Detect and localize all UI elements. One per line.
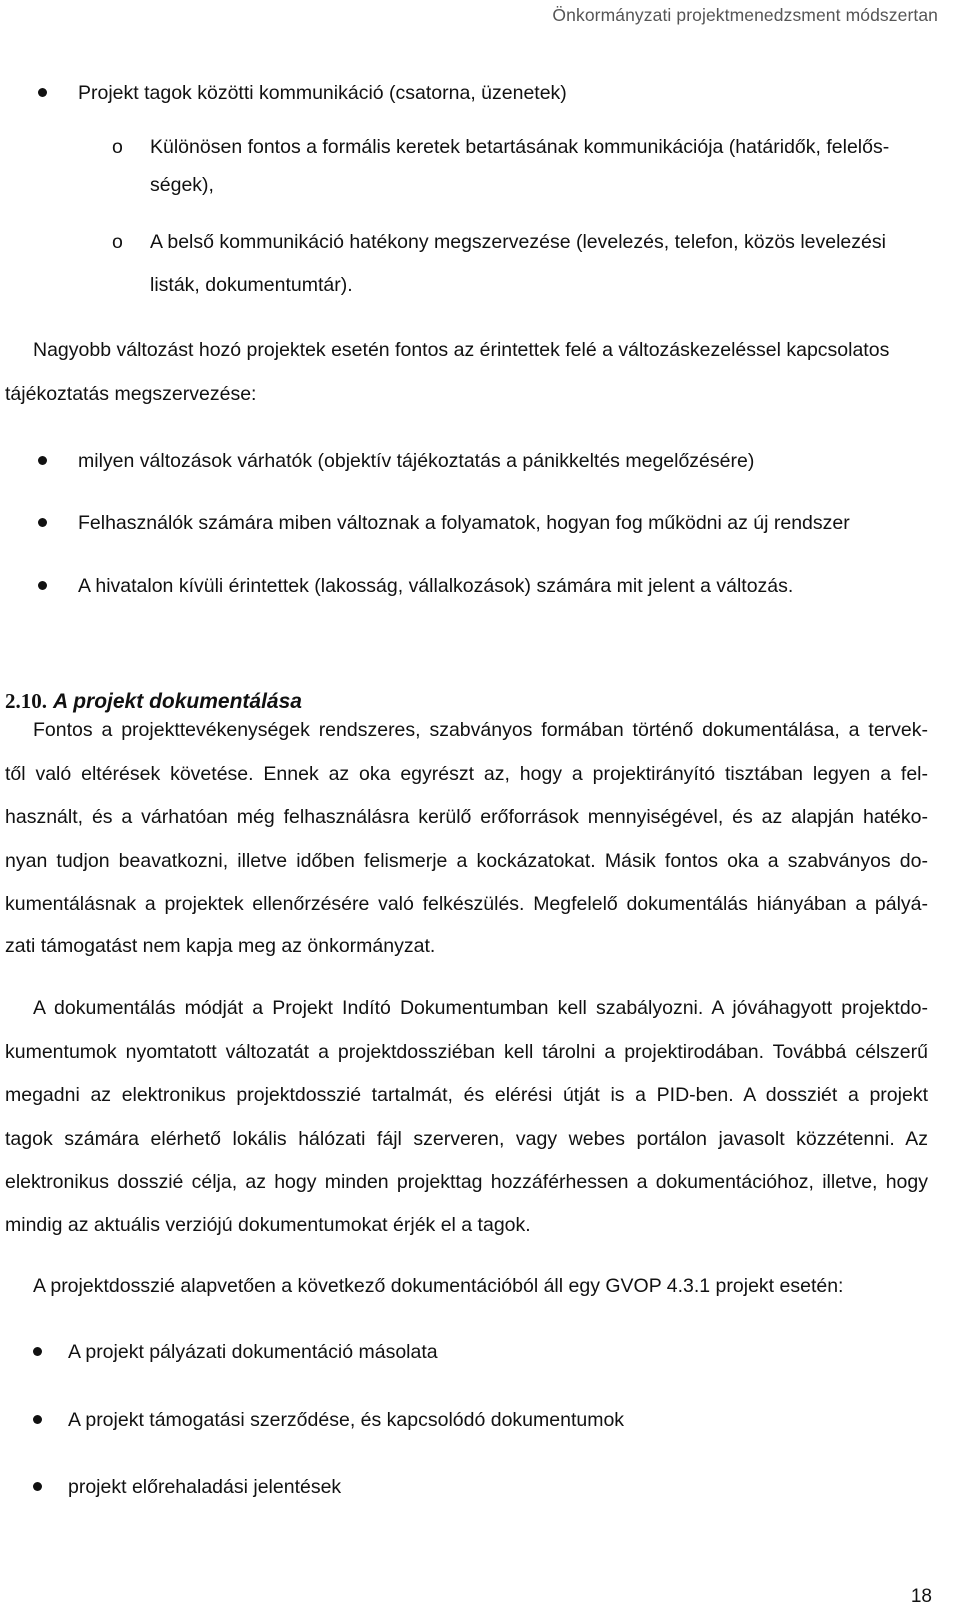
paragraph-line: zati támogatást nem kapja meg az önkormányzat. [5,935,436,957]
list-item: A projekt támogatási szerződése, és kapcsolódó dokumentumok [68,1409,625,1431]
circle-bullet-icon: o [112,136,123,158]
section-heading [5,688,302,715]
page-number: 18 [910,1586,932,1607]
list-item: Projekt tagok közötti kommunikáció (csatorna, üzenetek) [78,82,567,104]
list-item: A hivatalon kívüli érintettek (lakosság, vállalkozások) számára mit jelent a változás. [78,575,794,597]
section-title: A projekt dokumentálása [53,690,302,713]
sub-list-item-continuation: ségek), [150,174,214,196]
paragraph-line: elektronikus dosszié célja, az hogy minden projekttag hozzáférhessen a dokumentációhoz, illetve, hogy [5,1171,928,1193]
list-item: A projekt pályázati dokumentáció másolata [68,1341,438,1363]
sub-list-item: A belső kommunikáció hatékony megszervezése (levelezés, telefon, közös levelezési [150,231,886,253]
paragraph-line: nyan tudjon beavatkozni, illetve időben felismerje a kockázatokat. Másik fontos oka a szabványos do- [5,850,928,872]
section-number: 2.10. [5,689,47,713]
paragraph-line: megadni az elektronikus projektdosszié tartalmát, és elérési útját is a PID-ben. A dossziét a projekt [5,1084,928,1106]
paragraph-line: A projektdosszié alapvetően a következő dokumentációból áll egy GVOP 4.3.1 projekt esetén: [33,1275,844,1297]
paragraph-line: használt, és a várhatóan még felhasználásra kerülő erőforrások mennyiségével, és az alapján hatéko- [5,806,928,828]
bullet-icon [38,581,47,590]
circle-bullet-icon: o [112,231,123,253]
paragraph-line: kumentálásnak a projektek ellenőrzésére való felkészülés. Megfelelő dokumentálás hiányában a pályá- [5,893,928,915]
bullet-icon [33,1482,42,1491]
bullet-icon [33,1415,42,1424]
sub-list-item: Különösen fontos a formális keretek betartásának kommunikációja (határidők, felelős- [150,136,890,158]
running-header: Önkormányzati projektmenedzsment módszertan [552,5,938,25]
list-item: milyen változások várhatók (objektív tájékoztatás a pánikkeltés megelőzésére) [78,450,755,472]
paragraph-line: Fontos a projekttevékenységek rendszeres, szabványos formában történő dokumentálása, a tervek- [33,719,928,741]
paragraph-line: kumentumok nyomtatott változatát a projektdossziéban kell tárolni a projektirodában. Továbbá célszerű [5,1041,928,1063]
sub-list-item-continuation: listák, dokumentumtár). [150,274,353,296]
paragraph-line: től való eltérések követése. Ennek az oka egyrészt az, hogy a projektirányító tisztában legyen a fel- [5,763,928,785]
paragraph-line: tájékoztatás megszervezése: [5,383,257,405]
bullet-icon [33,1347,42,1356]
bullet-icon [38,518,47,527]
paragraph-line: Nagyobb változást hozó projektek esetén fontos az érintettek felé a változáskezeléssel kapcsolatos [33,339,890,361]
list-item: projekt előrehaladási jelentések [68,1476,342,1498]
paragraph-line: tagok számára elérhető lokális hálózati fájl szerveren, vagy webes portálon javasolt közzétenni. Az [5,1128,928,1150]
paragraph-line: mindig az aktuális verziójú dokumentumokat érjék el a tagok. [5,1214,531,1236]
paragraph-line: A dokumentálás módját a Projekt Indító Dokumentumban kell szabályozni. A jóváhagyott projektdo- [33,997,928,1019]
list-item: Felhasználók számára miben változnak a folyamatok, hogyan fog működni az új rendszer [78,512,850,534]
bullet-icon [38,88,47,97]
bullet-icon [38,456,47,465]
